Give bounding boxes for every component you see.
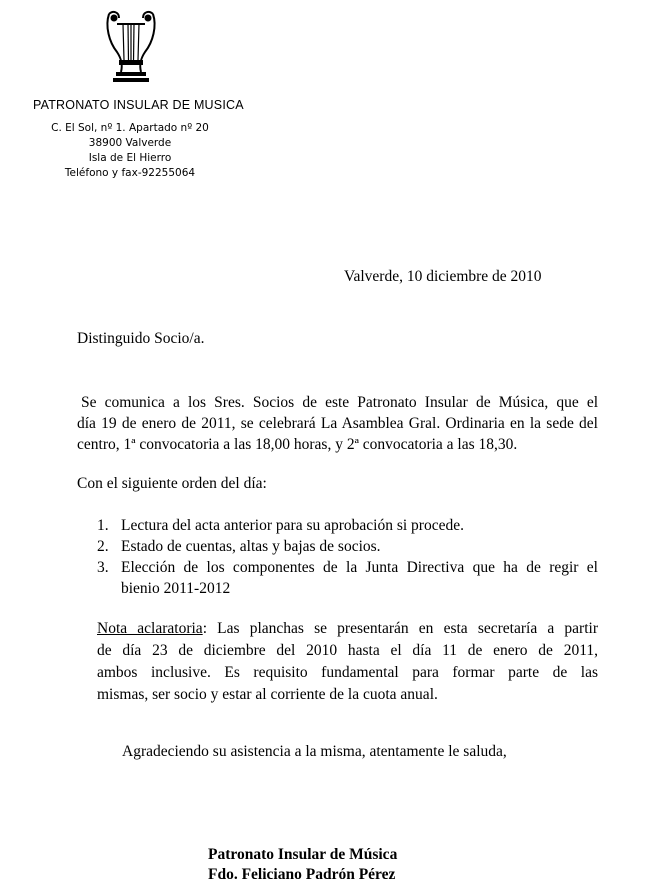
agenda-item — [97, 557, 598, 599]
agenda-item-number: 3. — [97, 559, 109, 576]
agenda-intro: Con el siguiente orden del día: — [77, 475, 267, 492]
agenda-item-text: Lectura del acta anterior para su aprobación si procede. — [121, 517, 464, 534]
address-line: C. El Sol, nº 1. Apartado nº 20 — [51, 122, 209, 134]
closing-line: Agradeciendo su asistencia a la misma, atentamente le saluda, — [122, 743, 507, 760]
agenda-item — [97, 536, 598, 557]
agenda-item-number: 1. — [97, 517, 109, 534]
signature-name: Fdo. Feliciano Padrón Pérez — [208, 866, 396, 883]
organization-name: PATRONATO INSULAR DE MUSICA — [33, 98, 244, 112]
signature-org: Patronato Insular de Música — [208, 846, 398, 863]
paragraph-line: centro, 1ª convocatoria a las 18,00 horas, y 2ª convocatoria a las 18,30. — [77, 436, 518, 453]
note-label: Nota aclaratoria — [97, 620, 203, 637]
agenda-item-number: 2. — [97, 538, 109, 555]
lyre-emblem-icon — [103, 8, 159, 84]
note-line: mismas, ser socio y estar al corriente de la cuota anual. — [97, 686, 438, 703]
date-line: Valverde, 10 diciembre de 2010 — [344, 268, 542, 285]
address-line: 38900 Valverde — [88, 137, 172, 149]
note-line — [97, 618, 598, 640]
salutation: Distinguido Socio/a. — [77, 330, 205, 347]
agenda-item-text: Elección de los componentes de la Junta Directiva que ha de regir el — [121, 559, 598, 576]
paragraph-line: día 19 de enero de 2011, se celebrará La Asamblea Gral. Ordinaria en la sede del — [77, 415, 598, 432]
agenda-list — [97, 515, 598, 599]
note-paragraph — [97, 618, 598, 706]
note-line: ambos inclusive. Es requisito fundamental para formar parte de las — [97, 664, 598, 681]
agenda-item-text: bienio 2011-2012 — [121, 580, 231, 597]
address-block — [30, 121, 230, 181]
agenda-item-text: Estado de cuentas, altas y bajas de socios. — [121, 538, 381, 555]
agenda-item — [97, 515, 598, 536]
note-text: : Las planchas se presentarán en esta secretaría a partir — [202, 620, 598, 637]
announcement-paragraph — [77, 392, 598, 455]
phone-fax-line: Teléfono y fax-92255064 — [64, 167, 196, 179]
paragraph-line: Se comunica a los Sres. Socios de este Patronato Insular de Música, que el — [81, 394, 598, 411]
note-line: de día 23 de diciembre del 2010 hasta el día 11 de enero de 2011, — [97, 642, 598, 659]
address-line: Isla de El Hierro — [88, 152, 172, 164]
